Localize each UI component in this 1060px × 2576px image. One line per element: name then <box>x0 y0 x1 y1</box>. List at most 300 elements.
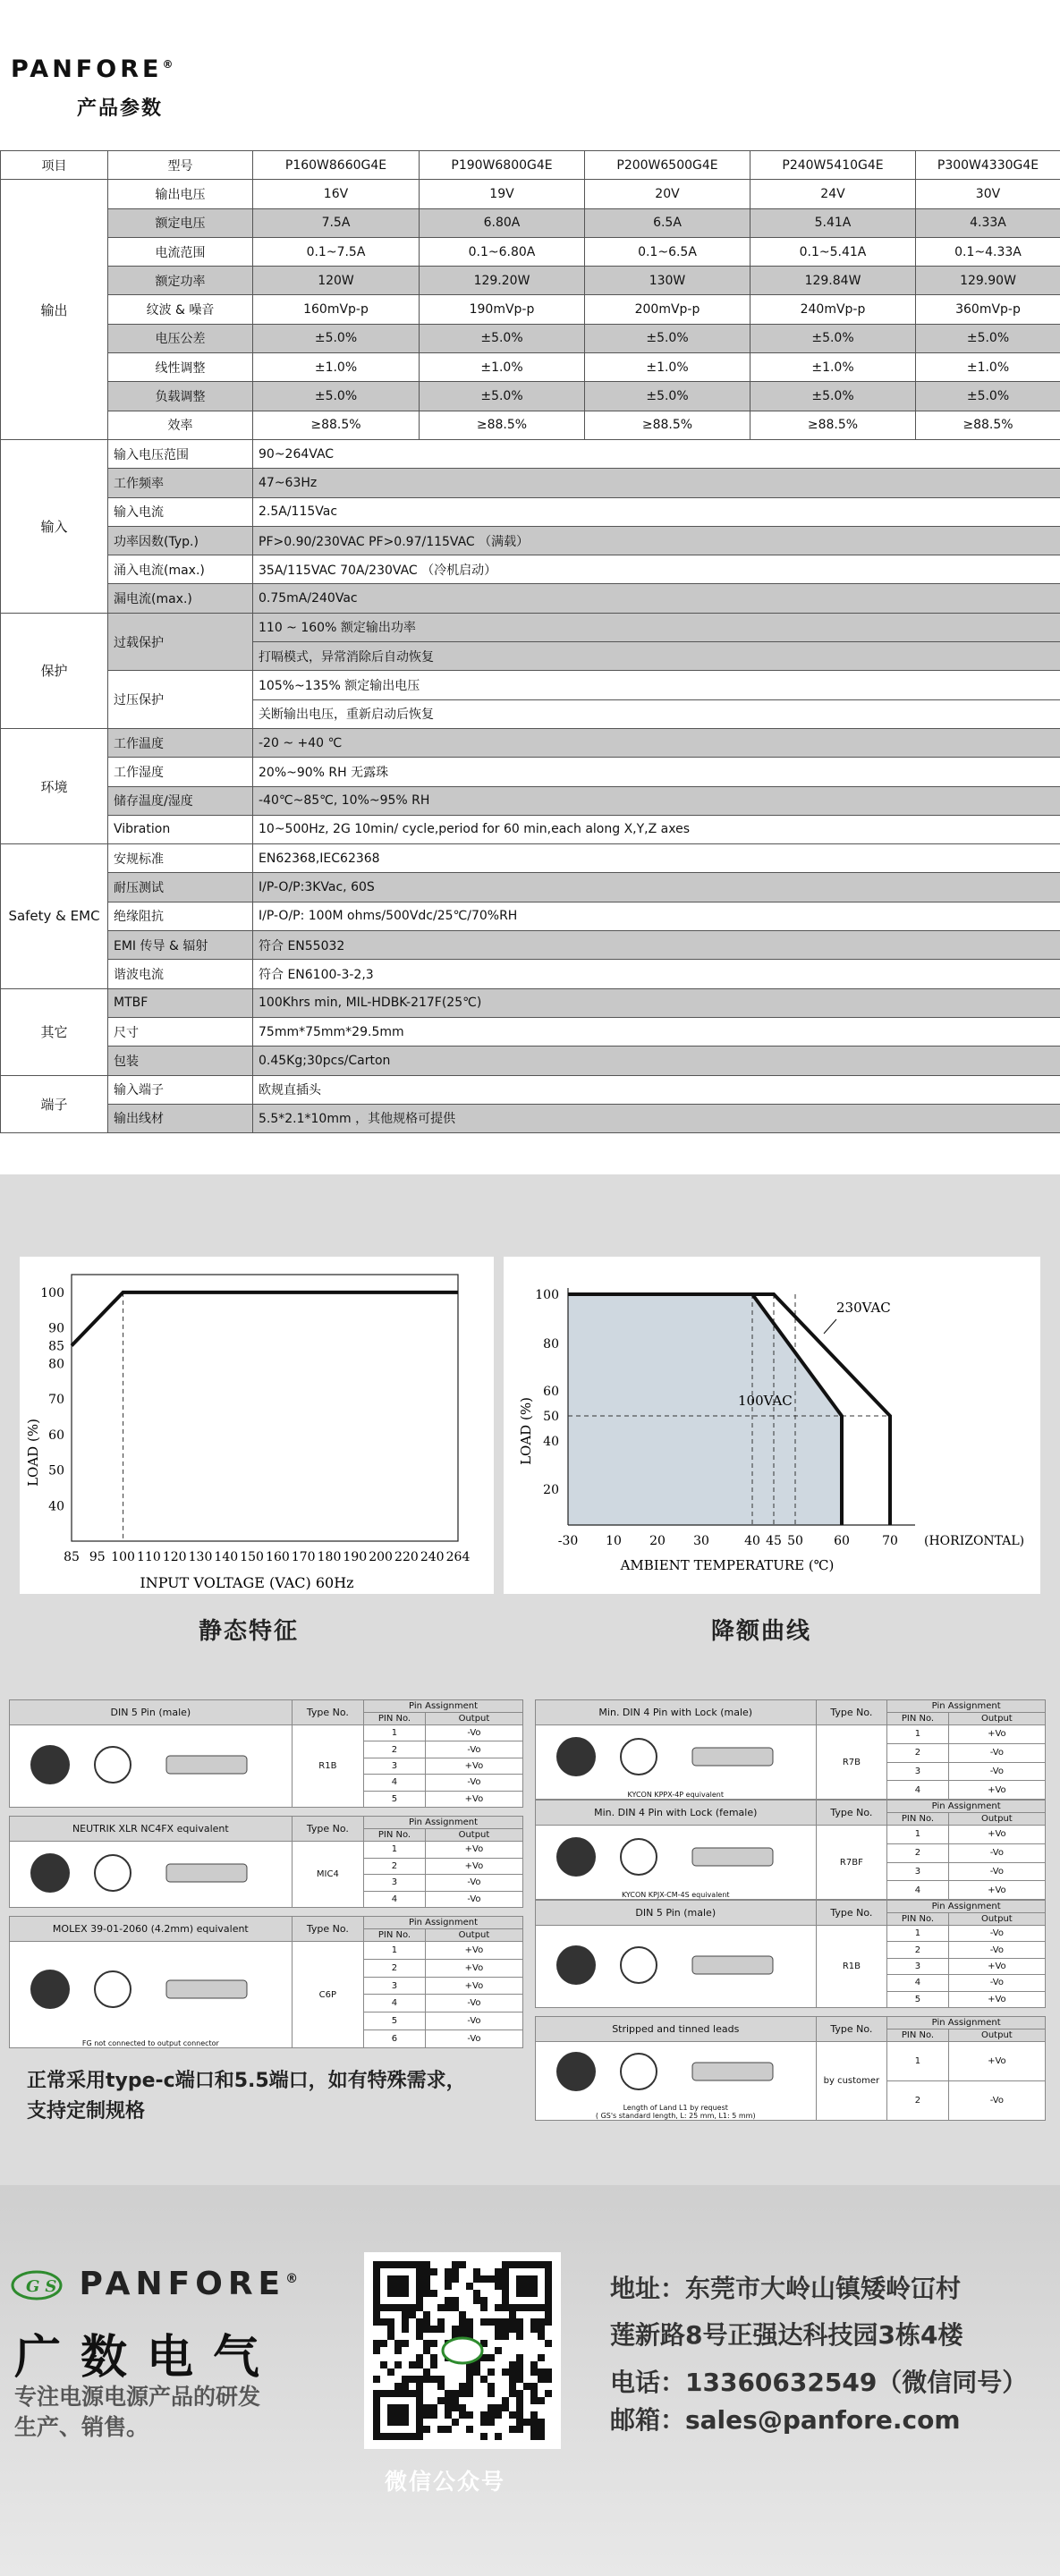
pin-number: 4 <box>364 1775 426 1791</box>
spec-value: 6.80A <box>420 208 585 237</box>
spec-row <box>1 208 1060 237</box>
pin-output: +Vo <box>425 1858 522 1875</box>
chart1-xtick: 140 <box>214 1550 239 1564</box>
connector-type: R1B <box>292 1725 363 1808</box>
gs-logo-icon <box>11 2269 63 2301</box>
brand-reg-mark: ® <box>162 58 174 71</box>
pin-number: 1 <box>364 1725 426 1741</box>
connector-image <box>536 1826 817 1900</box>
pin-number: 4 <box>887 1881 948 1900</box>
email: 邮箱：sales@panfore.com <box>610 2405 961 2435</box>
spec-label: 谐波电流 <box>108 960 253 988</box>
spec-value: ±5.0% <box>253 324 420 352</box>
chart2-xtick: 45 <box>766 1534 782 1548</box>
spec-label: 输出线材 <box>108 1104 253 1132</box>
pin-layout-icon <box>621 1739 657 1775</box>
pin-output: +Vo <box>425 1977 522 1995</box>
connector-table <box>535 1699 1046 1800</box>
type-no-header: Type No. <box>816 1700 887 1725</box>
pin-assign-header: Pin Assignment <box>364 1917 523 1929</box>
plug-face-icon <box>30 1745 70 1784</box>
chart1-ytick: 40 <box>48 1499 64 1514</box>
chart1-ylabel: LOAD (%) <box>25 1419 41 1487</box>
pin-assign-header: Pin Assignment <box>364 1817 523 1829</box>
derating-chart-panel <box>504 1257 1040 1594</box>
spec-value: 6.5A <box>585 208 750 237</box>
spec-label: 输出电压 <box>108 180 253 208</box>
spec-label: 功率因数(Typ.) <box>108 526 253 555</box>
pin-output: +Vo <box>948 1826 1045 1844</box>
chart1-xlabel: INPUT VOLTAGE (VAC) 60Hz <box>140 1574 354 1591</box>
spec-value: 2.5A/115Vac <box>253 497 1060 526</box>
output-header: Output <box>948 2029 1045 2042</box>
chart1-ytick: 90 <box>48 1321 64 1336</box>
spec-value: 130W <box>585 267 750 295</box>
connector-title: NEUTRIK XLR NC4FX equivalent <box>10 1817 293 1842</box>
spec-row <box>1 382 1060 411</box>
spec-value: ±5.0% <box>750 324 916 352</box>
pin-assign-header: Pin Assignment <box>364 1700 523 1713</box>
note-line-2: 支持定制规格 <box>27 2100 146 2123</box>
pin-no-header: PIN No. <box>364 1929 426 1942</box>
spec-value: 0.75mA/240Vac <box>253 584 1060 613</box>
spec-label: 额定功率 <box>108 267 253 295</box>
chart1-ytick: 85 <box>48 1339 64 1354</box>
pin-number: 4 <box>887 1975 948 1991</box>
spec-value: 240mVp-p <box>750 295 916 324</box>
spec-value: -40℃~85℃, 10%~95% RH <box>253 786 1060 815</box>
spec-label: 包装 <box>108 1046 253 1075</box>
pin-number: 5 <box>364 1791 426 1807</box>
spec-row <box>1 180 1060 208</box>
pin-output: +Vo <box>948 1991 1045 2007</box>
connector-image <box>536 1926 817 2008</box>
spec-value: 16V <box>253 180 420 208</box>
spec-label: EMI 传导 & 辐射 <box>108 931 253 960</box>
chart1-xtick: 95 <box>89 1550 106 1564</box>
spec-row <box>1 555 1060 584</box>
spec-header-cell: 型号 <box>108 151 253 180</box>
pin-output: -Vo <box>948 1743 1045 1762</box>
spec-value: ≥88.5% <box>253 411 420 439</box>
spec-value: I/P-O/P:3KVac, 60S <box>253 873 1060 902</box>
spec-value: ±5.0% <box>253 382 420 411</box>
spec-value: ±5.0% <box>750 382 916 411</box>
pin-number: 3 <box>364 1758 426 1774</box>
pin-number: 2 <box>887 1942 948 1958</box>
spec-label: 输入端子 <box>108 1075 253 1104</box>
pin-assign-header: Pin Assignment <box>887 1700 1046 1713</box>
pin-output: -Vo <box>948 1942 1045 1958</box>
chart2-xtick: 50 <box>787 1534 803 1548</box>
pin-output: -Vo <box>948 2081 1045 2121</box>
pin-number: 3 <box>364 1875 426 1892</box>
connector-image <box>536 1725 817 1800</box>
spec-row <box>1 1046 1060 1075</box>
spec-value: 129.84W <box>750 267 916 295</box>
pin-layout-icon <box>621 2054 657 2089</box>
chart2-xlabel: AMBIENT TEMPERATURE (℃) <box>620 1557 835 1573</box>
pin-number: 1 <box>887 1926 948 1942</box>
chart2-ytick: 80 <box>543 1337 559 1352</box>
spec-group-label: 输入 <box>1 439 108 613</box>
spec-label: 电流范围 <box>108 237 253 266</box>
chart2-xtick: 20 <box>649 1534 666 1548</box>
spec-value: 110 ~ 160% 额定输出功率 <box>253 613 1060 641</box>
connector-icon <box>14 1942 286 2037</box>
connector-type: R1B <box>816 1926 887 2008</box>
chart1-ytick: 50 <box>48 1463 64 1479</box>
pin-output: -Vo <box>948 1926 1045 1942</box>
pin-number: 1 <box>887 1826 948 1844</box>
pin-number: 2 <box>887 1743 948 1762</box>
address-line-2: 莲新路8号正强达科技园3栋4楼 <box>610 2320 963 2350</box>
footer-logo: GS PANFORE® <box>11 2266 303 2302</box>
spec-row <box>1 873 1060 902</box>
chart2-xtick: -30 <box>557 1534 579 1548</box>
connector-type: by customer <box>816 2042 887 2121</box>
spec-value: ±5.0% <box>420 382 585 411</box>
chart2-ytick: 50 <box>543 1410 559 1424</box>
company-name: 广数电气 <box>14 2331 280 2385</box>
spec-row <box>1 844 1060 873</box>
chart2-xnote: (HORIZONTAL) <box>924 1534 1025 1548</box>
spec-value: ±1.0% <box>750 353 916 382</box>
spec-value: ±5.0% <box>585 382 750 411</box>
type-no-header: Type No. <box>292 1700 363 1725</box>
pin-no-header: PIN No. <box>887 1913 948 1926</box>
chart2-ytick: 40 <box>543 1435 559 1449</box>
spec-group-label: 环境 <box>1 728 108 843</box>
output-header: Output <box>948 1813 1045 1826</box>
spec-value: 24V <box>750 180 916 208</box>
output-header: Output <box>948 1913 1045 1926</box>
spec-label: 耐压测试 <box>108 873 253 902</box>
spec-group-label: 其它 <box>1 988 108 1075</box>
spec-row <box>1 411 1060 439</box>
type-no-header: Type No. <box>816 2017 887 2042</box>
pin-no-header: PIN No. <box>887 1813 948 1826</box>
spec-value: 90~264VAC <box>253 439 1060 468</box>
chart1-xtick: 100 <box>111 1550 135 1564</box>
type-no-header: Type No. <box>292 1917 363 1942</box>
chart1-ytick: 100 <box>40 1285 64 1301</box>
plug-body-icon <box>692 1956 773 1974</box>
spec-label: MTBF <box>108 988 253 1017</box>
chart1-xtick: 160 <box>266 1550 290 1564</box>
type-no-header: Type No. <box>816 1901 887 1926</box>
connector-type: R7BF <box>816 1826 887 1900</box>
spec-header-cell: P240W5410G4E <box>750 151 916 180</box>
spec-value: -20 ~ +40 ℃ <box>253 728 1060 757</box>
pin-output: -Vo <box>948 1762 1045 1781</box>
derating-chart-caption: 降额曲线 <box>711 1618 812 1645</box>
spec-header-row <box>1 151 1060 180</box>
pin-output: -Vo <box>425 2012 522 2030</box>
pin-number: 3 <box>887 1958 948 1974</box>
brand-logo <box>11 55 279 83</box>
pin-number: 2 <box>364 1858 426 1875</box>
spec-value: 105%~135% 额定输出电压 <box>253 671 1060 699</box>
spec-value: 0.45Kg;30pcs/Carton <box>253 1046 1060 1075</box>
connector-type: R7B <box>816 1725 887 1800</box>
spec-row <box>1 353 1060 382</box>
spec-label: 工作湿度 <box>108 758 253 786</box>
connector-title: Min. DIN 4 Pin with Lock (male) <box>536 1700 817 1725</box>
plug-face-icon <box>556 2052 596 2091</box>
spec-value: 100Khrs min, MIL-HDBK-217F(25℃) <box>253 988 1060 1017</box>
pin-number: 2 <box>887 1843 948 1862</box>
chart1-xtick: 110 <box>137 1550 161 1564</box>
spec-label: 负载调整 <box>108 382 253 411</box>
spec-value: ≥88.5% <box>916 411 1060 439</box>
pin-output: +Vo <box>948 1958 1045 1974</box>
spec-label: 尺寸 <box>108 1017 253 1046</box>
spec-row <box>1 1075 1060 1104</box>
spec-value: ±5.0% <box>585 324 750 352</box>
connector-image <box>10 1842 293 1908</box>
connector-table <box>9 1916 523 2048</box>
spec-value: 欧规直插头 <box>253 1075 1060 1104</box>
spec-value: 200mVp-p <box>585 295 750 324</box>
spec-label: 工作温度 <box>108 728 253 757</box>
output-header: Output <box>425 1929 522 1942</box>
spec-row <box>1 237 1060 266</box>
pin-no-header: PIN No. <box>364 1713 426 1725</box>
plug-face-icon <box>556 1737 596 1776</box>
address <box>610 2266 962 2359</box>
spec-value: 打嗝模式，异常消除后自动恢复 <box>253 642 1060 671</box>
contact <box>610 2364 1027 2439</box>
pin-output: -Vo <box>948 1843 1045 1862</box>
plug-face-icon <box>30 1853 70 1893</box>
pin-output: -Vo <box>425 1891 522 1908</box>
pin-output: -Vo <box>425 1725 522 1741</box>
pin-number: 3 <box>887 1862 948 1881</box>
pin-output: -Vo <box>948 1862 1045 1881</box>
chart2-xtick: 60 <box>834 1534 850 1548</box>
pin-number: 5 <box>364 2012 426 2030</box>
spec-value: ±1.0% <box>585 353 750 382</box>
pin-number: 5 <box>887 1991 948 2007</box>
spec-row <box>1 584 1060 613</box>
chart1-xtick: 220 <box>394 1550 419 1564</box>
pin-number: 2 <box>887 2081 948 2121</box>
pin-number: 1 <box>887 2042 948 2081</box>
pin-layout-icon <box>95 1855 131 1891</box>
spec-label: 过压保护 <box>108 671 253 729</box>
chart2-ytick: 60 <box>543 1385 559 1399</box>
spec-label: 涌入电流(max.) <box>108 555 253 584</box>
static-chart-panel <box>20 1257 494 1594</box>
spec-value: 5.5*2.1*10mm ，其他规格可提供 <box>253 1104 1060 1132</box>
spec-value: 10~500Hz, 2G 10min/ cycle,period for 60 min,each along X,Y,Z axes <box>253 815 1060 843</box>
connector-icon <box>540 1725 810 1788</box>
chart1-xtick: 85 <box>64 1550 80 1564</box>
pin-no-header: PIN No. <box>364 1829 426 1842</box>
connector-icon <box>14 1725 286 1804</box>
slogan-line-1: 专注电源电源产品的研发 <box>14 2384 261 2410</box>
qr-code-icon <box>364 2252 561 2449</box>
connector-table <box>535 1800 1046 1900</box>
spec-value: ±5.0% <box>916 382 1060 411</box>
spec-group-label: 输出 <box>1 180 108 440</box>
spec-label: 纹波 & 噪音 <box>108 295 253 324</box>
pin-output: -Vo <box>425 1875 522 1892</box>
spec-value: I/P-O/P: 100M ohms/500Vdc/25℃/70%RH <box>253 902 1060 930</box>
spec-value: PF>0.90/230VAC PF>0.97/115VAC （满载） <box>253 526 1060 555</box>
spec-header-cell: P200W6500G4E <box>585 151 750 180</box>
chart1-ytick: 60 <box>48 1428 64 1443</box>
chart2-series-label: 100VAC <box>738 1393 793 1409</box>
spec-value: 0.1~7.5A <box>253 237 420 266</box>
pin-number: 2 <box>364 1741 426 1758</box>
chart1-xtick: 170 <box>291 1550 316 1564</box>
spec-row <box>1 526 1060 555</box>
spec-label: 电压公差 <box>108 324 253 352</box>
svg-text:GS: GS <box>26 2277 63 2296</box>
pin-output: -Vo <box>425 2030 522 2048</box>
chart2-xtick: 70 <box>882 1534 898 1548</box>
connector-note: KYCON KPPX-4P equivalent <box>627 1791 724 1799</box>
spec-value: 5.41A <box>750 208 916 237</box>
address-line-1: 地址：东莞市大岭山镇矮岭冚村 <box>610 2274 962 2303</box>
spec-row <box>1 671 1060 699</box>
chart2-label-pointer <box>824 1319 836 1334</box>
connector-image <box>536 2042 817 2121</box>
pin-output: +Vo <box>425 1959 522 1977</box>
spec-table <box>0 150 1060 1133</box>
spec-row <box>1 324 1060 352</box>
pin-output: +Vo <box>948 1725 1045 1744</box>
spec-row <box>1 267 1060 295</box>
plug-face-icon <box>556 1837 596 1877</box>
connector-table <box>9 1816 523 1908</box>
spec-value: ≥88.5% <box>750 411 916 439</box>
spec-value: ±5.0% <box>916 324 1060 352</box>
connector-note-2: ( GS's standard length, L: 25 mm, L1: 5 mm) <box>595 2112 756 2120</box>
spec-label: 线性调整 <box>108 353 253 382</box>
pin-number: 4 <box>887 1781 948 1800</box>
connector-title: MOLEX 39-01-2060 (4.2mm) equivalent <box>10 1917 293 1942</box>
spec-row <box>1 902 1060 930</box>
spec-value: ≥88.5% <box>585 411 750 439</box>
spec-value: ±1.0% <box>253 353 420 382</box>
pin-output: +Vo <box>948 2042 1045 2081</box>
spec-value: 0.1~4.33A <box>916 237 1060 266</box>
spec-group-label: 保护 <box>1 613 108 728</box>
chart2-xtick: 10 <box>606 1534 622 1548</box>
plug-body-icon <box>692 1848 773 1866</box>
chart2-xtick: 40 <box>744 1534 760 1548</box>
chart1-xtick: 200 <box>369 1550 393 1564</box>
brand-name: PANFORE <box>11 55 163 83</box>
spec-label: 额定电压 <box>108 208 253 237</box>
chart1-frame <box>72 1275 458 1541</box>
footer-brand: PANFORE <box>79 2266 286 2302</box>
spec-value: 0.1~6.80A <box>420 237 585 266</box>
connector-image <box>10 1942 293 2048</box>
spec-label: Vibration <box>108 815 253 843</box>
spec-label: 安规标准 <box>108 844 253 873</box>
connector-icon <box>540 1826 810 1888</box>
pin-output: +Vo <box>948 1881 1045 1900</box>
spec-header-cell: 项目 <box>1 151 108 180</box>
spec-label: 工作频率 <box>108 469 253 497</box>
pin-number: 4 <box>364 1995 426 2012</box>
spec-group-label: 端子 <box>1 1075 108 1133</box>
pin-layout-icon <box>621 1947 657 1983</box>
pin-output: +Vo <box>425 1942 522 1960</box>
spec-row <box>1 295 1060 324</box>
pin-number: 1 <box>364 1842 426 1859</box>
pin-number: 1 <box>364 1942 426 1960</box>
spec-value: 35A/115VAC 70A/230VAC （冷机启动） <box>253 555 1060 584</box>
slogan-line-2: 生产、销售。 <box>14 2414 149 2440</box>
wechat-qr-code <box>364 2252 561 2449</box>
spec-value: 符合 EN6100-3-2,3 <box>253 960 1060 988</box>
pin-assign-header: Pin Assignment <box>887 1801 1046 1813</box>
header <box>11 55 279 136</box>
spec-row <box>1 497 1060 526</box>
chart1-ytick: 80 <box>48 1357 64 1372</box>
connector-icon <box>540 1926 810 2004</box>
pin-output: +Vo <box>425 1842 522 1859</box>
pin-output: +Vo <box>948 1781 1045 1800</box>
spec-value: 47~63Hz <box>253 469 1060 497</box>
chart2-group <box>518 1288 1024 1573</box>
spec-row <box>1 931 1060 960</box>
spec-value: 19V <box>420 180 585 208</box>
connector-type: MIC4 <box>292 1842 363 1908</box>
slogan <box>14 2382 260 2443</box>
connector-title: Min. DIN 4 Pin with Lock (female) <box>536 1801 817 1826</box>
spec-label: 输入电流 <box>108 497 253 526</box>
pin-number: 3 <box>887 1762 948 1781</box>
spec-value: 129.20W <box>420 267 585 295</box>
chart1-xtick: 264 <box>445 1550 471 1564</box>
chart1-xtick: 150 <box>240 1550 264 1564</box>
spec-value: 7.5A <box>253 208 420 237</box>
spec-row <box>1 988 1060 1017</box>
spec-value: 20%~90% RH 无露珠 <box>253 758 1060 786</box>
output-header: Output <box>425 1713 522 1725</box>
spec-header-cell: P160W8660G4E <box>253 151 420 180</box>
plug-body-icon <box>692 1748 773 1766</box>
connector-type: C6P <box>292 1942 363 2048</box>
spec-row <box>1 960 1060 988</box>
qr-caption: 微信公众号 <box>385 2469 506 2495</box>
pin-output: -Vo <box>425 1775 522 1791</box>
spec-row <box>1 786 1060 815</box>
spec-row <box>1 613 1060 641</box>
spec-value: 30V <box>916 180 1060 208</box>
spec-row <box>1 439 1060 468</box>
connector-table <box>9 1699 523 1808</box>
plug-body-icon <box>166 1980 247 1998</box>
chart1-ytick: 70 <box>48 1393 64 1408</box>
pin-output: -Vo <box>948 1975 1045 1991</box>
spec-row <box>1 1017 1060 1046</box>
chart1-series-line <box>72 1292 458 1346</box>
output-header: Output <box>948 1713 1045 1725</box>
spec-label: 绝缘阻抗 <box>108 902 253 930</box>
connector-table <box>535 1900 1046 2008</box>
plug-face-icon <box>556 1945 596 1985</box>
chart2-series-label: 230VAC <box>836 1300 891 1316</box>
pin-number: 2 <box>364 1959 426 1977</box>
pin-number: 1 <box>887 1725 948 1744</box>
